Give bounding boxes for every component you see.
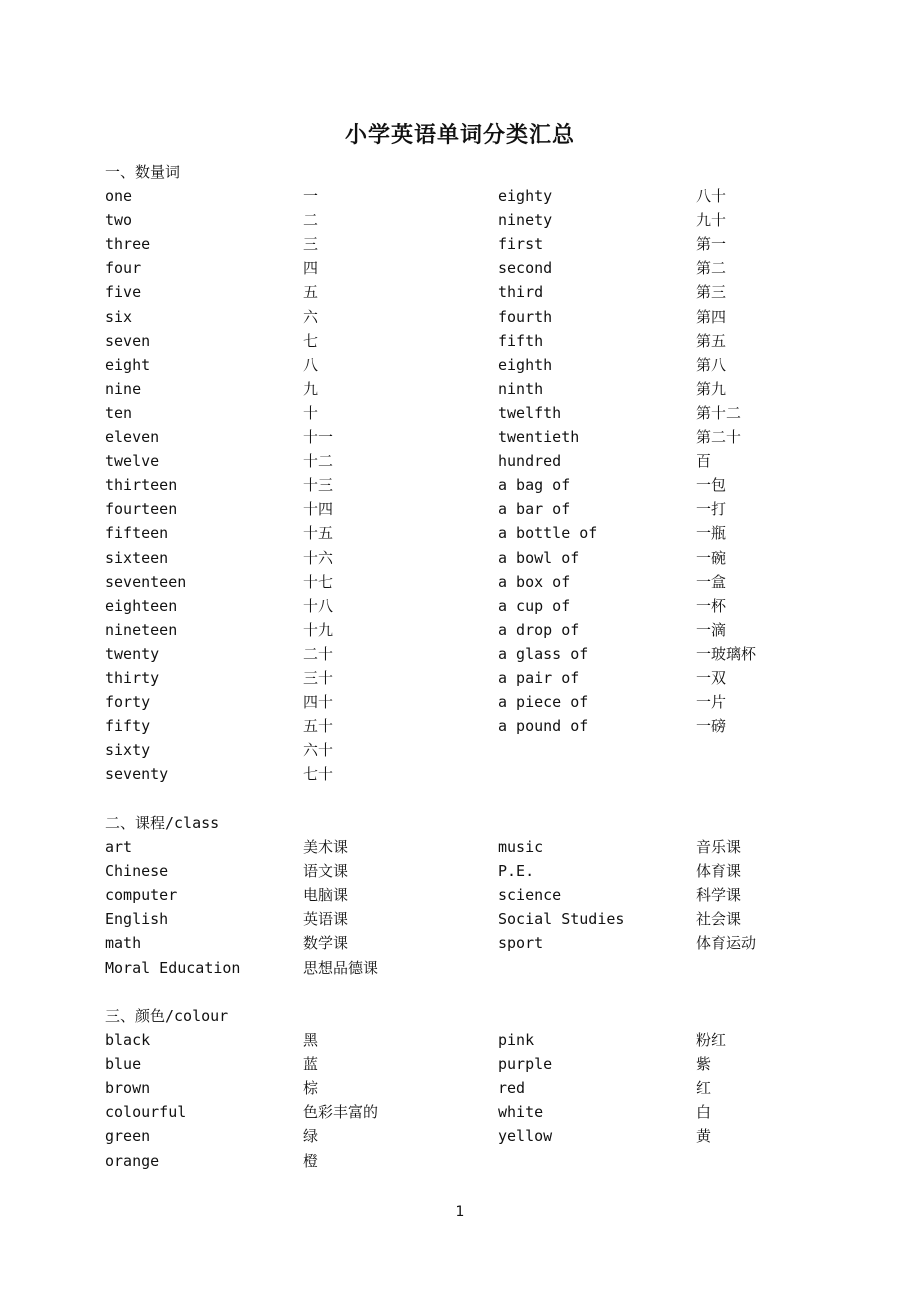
chinese-meaning: 七十 — [303, 765, 334, 784]
chinese-meaning: 第五 — [696, 331, 727, 350]
chinese-meaning: 第八 — [696, 355, 727, 374]
english-word: fourteen — [105, 500, 178, 519]
chinese-meaning: 十七 — [303, 572, 334, 591]
english-word: six — [105, 307, 133, 326]
vocab-row — [105, 956, 825, 980]
vocab-row — [105, 931, 825, 955]
english-word: music — [498, 838, 544, 857]
chinese-meaning: 音乐课 — [696, 838, 742, 857]
chinese-meaning: 体育运动 — [696, 934, 757, 953]
chinese-meaning: 一玻璃杯 — [696, 644, 757, 663]
vocab-row — [105, 570, 825, 594]
chinese-meaning: 十四 — [303, 500, 334, 519]
english-word: two — [105, 211, 133, 230]
chinese-meaning: 一盒 — [696, 572, 727, 591]
english-word: hundred — [498, 452, 562, 471]
vocab-row — [105, 738, 825, 762]
vocab-row — [105, 305, 825, 329]
chinese-meaning: 白 — [696, 1103, 712, 1122]
english-word: a drop of — [498, 620, 580, 639]
chinese-meaning: 色彩丰富的 — [303, 1103, 379, 1122]
chinese-meaning: 三十 — [303, 668, 334, 687]
vocab-row — [105, 208, 825, 232]
chinese-meaning: 紫 — [696, 1055, 712, 1074]
english-word: Moral Education — [105, 958, 241, 977]
chinese-meaning: 英语课 — [303, 910, 349, 929]
chinese-meaning: 第二 — [696, 259, 727, 278]
vocab-row — [105, 546, 825, 570]
english-word: fifty — [105, 717, 151, 736]
chinese-meaning: 十九 — [303, 620, 334, 639]
chinese-meaning: 蓝 — [303, 1055, 319, 1074]
vocab-row — [105, 762, 825, 786]
vocab-row — [105, 642, 825, 666]
chinese-meaning: 第九 — [696, 379, 727, 398]
chinese-meaning: 绿 — [303, 1127, 319, 1146]
english-word: thirteen — [105, 476, 178, 495]
section-heading: 二、课程/class — [105, 814, 220, 832]
english-word: eighteen — [105, 596, 178, 615]
english-word: blue — [105, 1055, 142, 1074]
vocab-row — [105, 666, 825, 690]
english-word: a pound of — [498, 717, 589, 736]
chinese-meaning: 十二 — [303, 452, 334, 471]
vocab-row — [105, 256, 825, 280]
chinese-meaning: 十五 — [303, 524, 334, 543]
chinese-meaning: 思想品德课 — [303, 958, 379, 977]
chinese-meaning: 十一 — [303, 428, 334, 447]
chinese-meaning: 一包 — [696, 476, 727, 495]
chinese-meaning: 第十二 — [696, 403, 742, 422]
chinese-meaning: 九 — [303, 379, 319, 398]
chinese-meaning: 六十 — [303, 741, 334, 760]
chinese-meaning: 棕 — [303, 1079, 319, 1098]
english-word: black — [105, 1031, 151, 1050]
english-word: English — [105, 910, 169, 929]
chinese-meaning: 四十 — [303, 693, 334, 712]
chinese-meaning: 语文课 — [303, 862, 349, 881]
chinese-meaning: 第一 — [696, 235, 727, 254]
chinese-meaning: 一杯 — [696, 596, 727, 615]
english-word: five — [105, 283, 142, 302]
vocab-row — [105, 353, 825, 377]
chinese-meaning: 体育课 — [696, 862, 742, 881]
english-word: red — [498, 1079, 526, 1098]
chinese-meaning: 五 — [303, 283, 319, 302]
english-word: ninth — [498, 379, 544, 398]
chinese-meaning: 三 — [303, 235, 319, 254]
english-word: Chinese — [105, 862, 169, 881]
vocab-row — [105, 907, 825, 931]
chinese-meaning: 九十 — [696, 211, 727, 230]
english-word: nineteen — [105, 620, 178, 639]
chinese-meaning: 四 — [303, 259, 319, 278]
english-word: a box of — [498, 572, 571, 591]
chinese-meaning: 八十 — [696, 187, 727, 206]
vocab-row — [105, 618, 825, 642]
english-word: green — [105, 1127, 151, 1146]
chinese-meaning: 一磅 — [696, 717, 727, 736]
english-word: seventy — [105, 765, 169, 784]
english-word: thirty — [105, 668, 160, 687]
section-classes — [105, 811, 825, 980]
chinese-meaning: 一双 — [696, 668, 727, 687]
english-word: three — [105, 235, 151, 254]
vocab-row — [105, 690, 825, 714]
chinese-meaning: 一片 — [696, 693, 727, 712]
english-word: third — [498, 283, 544, 302]
chinese-meaning: 一瓶 — [696, 524, 727, 543]
chinese-meaning: 八 — [303, 355, 319, 374]
chinese-meaning: 六 — [303, 307, 319, 326]
chinese-meaning: 黄 — [696, 1127, 712, 1146]
vocab-row — [105, 1052, 825, 1076]
chinese-meaning: 十三 — [303, 476, 334, 495]
vocab-row — [105, 714, 825, 738]
chinese-meaning: 一 — [303, 187, 319, 206]
chinese-meaning: 一滴 — [696, 620, 727, 639]
page-title: 小学英语单词分类汇总 — [344, 123, 575, 148]
vocab-row — [105, 497, 825, 521]
english-word: forty — [105, 693, 151, 712]
vocab-row — [105, 184, 825, 208]
section-quantifiers — [105, 160, 825, 786]
vocab-row — [105, 1100, 825, 1124]
chinese-meaning: 五十 — [303, 717, 334, 736]
vocab-row — [105, 280, 825, 304]
english-word: one — [105, 187, 133, 206]
english-word: brown — [105, 1079, 151, 1098]
chinese-meaning: 社会课 — [696, 910, 742, 929]
english-word: a cup of — [498, 596, 571, 615]
english-word: pink — [498, 1031, 535, 1050]
english-word: second — [498, 259, 553, 278]
english-word: yellow — [498, 1127, 553, 1146]
english-word: math — [105, 934, 142, 953]
english-word: sixty — [105, 741, 151, 760]
english-word: nine — [105, 379, 142, 398]
english-word: twenty — [105, 644, 160, 663]
vocab-row — [105, 883, 825, 907]
chinese-meaning: 二十 — [303, 644, 334, 663]
vocab-row — [105, 1076, 825, 1100]
vocab-row — [105, 859, 825, 883]
english-word: fifth — [498, 331, 544, 350]
english-word: orange — [105, 1151, 160, 1170]
english-word: ninety — [498, 211, 553, 230]
chinese-meaning: 十八 — [303, 596, 334, 615]
english-word: a pair of — [498, 668, 580, 687]
vocab-row — [105, 449, 825, 473]
english-word: eighth — [498, 355, 553, 374]
chinese-meaning: 第二十 — [696, 428, 742, 447]
chinese-meaning: 一碗 — [696, 548, 727, 567]
chinese-meaning: 科学课 — [696, 886, 742, 905]
chinese-meaning: 百 — [696, 452, 712, 471]
english-word: colourful — [105, 1103, 187, 1122]
vocab-row — [105, 377, 825, 401]
vocab-row — [105, 835, 825, 859]
english-word: science — [498, 886, 562, 905]
english-word: P.E. — [498, 862, 535, 881]
section-heading: 三、颜色/colour — [105, 1007, 229, 1025]
english-word: twentieth — [498, 428, 580, 447]
chinese-meaning: 美术课 — [303, 838, 349, 857]
vocab-row — [105, 521, 825, 545]
english-word: a bottle of — [498, 524, 598, 543]
page-number: 1 — [455, 1204, 465, 1220]
english-word: seventeen — [105, 572, 187, 591]
vocab-row — [105, 401, 825, 425]
chinese-meaning: 二 — [303, 211, 319, 230]
english-word: seven — [105, 331, 151, 350]
vocab-row — [105, 1124, 825, 1148]
english-word: art — [105, 838, 133, 857]
english-word: eleven — [105, 428, 160, 447]
chinese-meaning: 数学课 — [303, 934, 349, 953]
chinese-meaning: 第三 — [696, 283, 727, 302]
english-word: Social Studies — [498, 910, 625, 929]
chinese-meaning: 粉红 — [696, 1031, 727, 1050]
vocab-row — [105, 232, 825, 256]
chinese-meaning: 橙 — [303, 1151, 319, 1170]
vocab-row — [105, 329, 825, 353]
english-word: sixteen — [105, 548, 169, 567]
chinese-meaning: 一打 — [696, 500, 727, 519]
english-word: twelfth — [498, 403, 562, 422]
vocab-row — [105, 425, 825, 449]
vocab-row — [105, 1149, 825, 1173]
english-word: four — [105, 259, 142, 278]
chinese-meaning: 七 — [303, 331, 319, 350]
english-word: a piece of — [498, 693, 589, 712]
chinese-meaning: 第四 — [696, 307, 727, 326]
chinese-meaning: 十 — [303, 403, 319, 422]
english-word: eight — [105, 355, 151, 374]
english-word: a glass of — [498, 644, 589, 663]
english-word: fourth — [498, 307, 553, 326]
chinese-meaning: 红 — [696, 1079, 712, 1098]
chinese-meaning: 电脑课 — [303, 886, 349, 905]
section-heading: 一、数量词 — [105, 163, 181, 181]
english-word: purple — [498, 1055, 553, 1074]
chinese-meaning: 黑 — [303, 1031, 319, 1050]
vocab-row — [105, 594, 825, 618]
vocab-row — [105, 1028, 825, 1052]
english-word: a bowl of — [498, 548, 580, 567]
english-word: white — [498, 1103, 544, 1122]
section-colours — [105, 1004, 825, 1173]
english-word: fifteen — [105, 524, 169, 543]
vocab-row — [105, 473, 825, 497]
english-word: twelve — [105, 452, 160, 471]
english-word: eighty — [498, 187, 553, 206]
english-word: first — [498, 235, 544, 254]
english-word: sport — [498, 934, 544, 953]
english-word: a bag of — [498, 476, 571, 495]
english-word: computer — [105, 886, 178, 905]
english-word: a bar of — [498, 500, 571, 519]
english-word: ten — [105, 403, 133, 422]
chinese-meaning: 十六 — [303, 548, 334, 567]
